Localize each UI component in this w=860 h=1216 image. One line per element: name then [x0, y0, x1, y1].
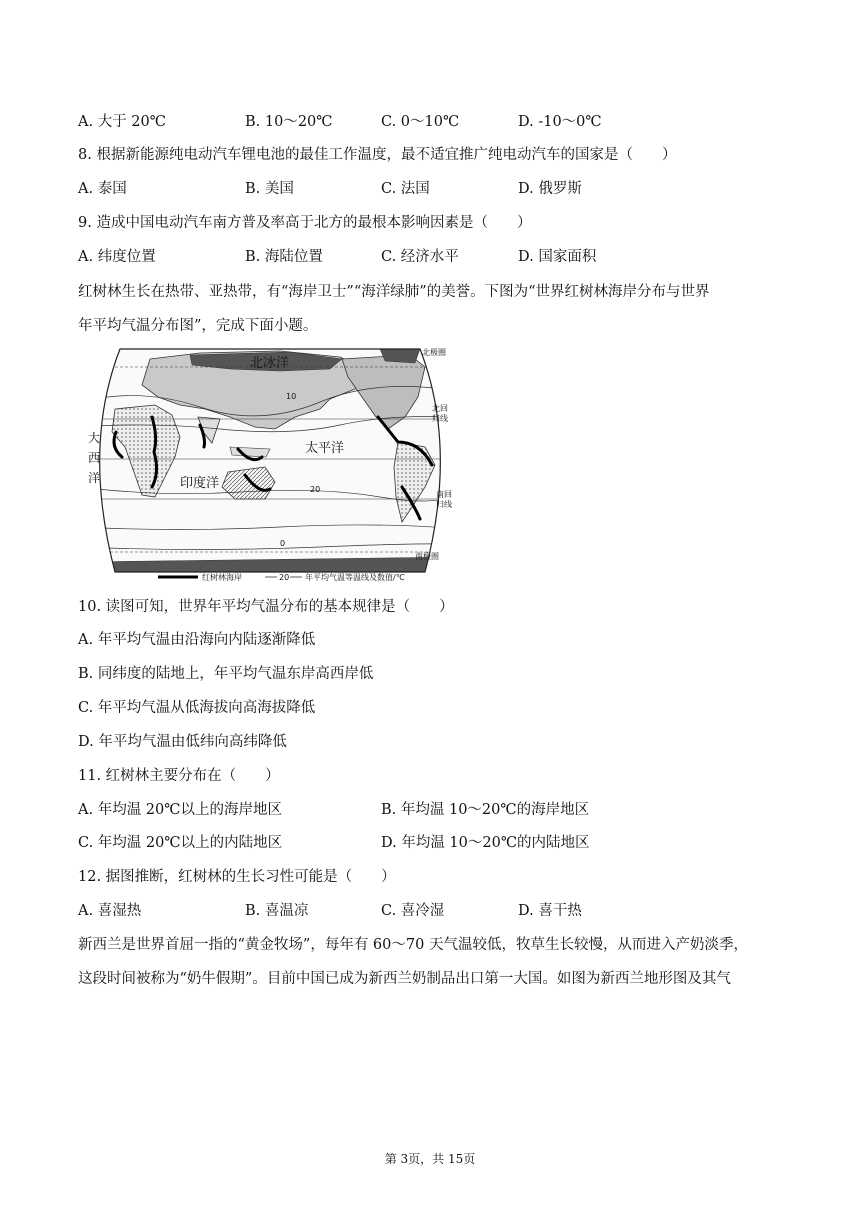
- q10-option-b: B. 同纬度的陆地上，年平均气温东岸高西岸低: [78, 666, 374, 682]
- q11-stem: 11. 红树林主要分布在（ ）: [78, 768, 280, 784]
- q11-option-a: A. 年均温 20℃以上的海岸地区: [78, 802, 282, 818]
- indian-ocean-label: 印度洋: [180, 476, 220, 491]
- q7-option-d: D. -10～0℃: [518, 114, 602, 130]
- nz-intro-line-2: 这段时间被称为“奶牛假期”。目前中国已成为新西兰奶制品出口第一大国。如图为新西兰地形图及其气: [78, 971, 731, 987]
- q12-option-d: D. 喜干热: [518, 903, 582, 919]
- q8-option-a: A. 泰国: [78, 181, 127, 197]
- page-footer: 第 3页，共 15页: [384, 1152, 476, 1166]
- q9-stem: 9. 造成中国电动汽车南方普及率高于北方的最根本影响因素是（ ）: [78, 215, 532, 231]
- q10-option-d: D. 年平均气温由低纬向高纬降低: [78, 734, 287, 750]
- q7-option-c: C. 0～10℃: [381, 114, 460, 130]
- q7-option-a: A. 大于 20℃: [78, 114, 166, 130]
- q9-option-c: C. 经济水平: [381, 249, 459, 265]
- nz-intro-line-1: 新西兰是世界首屈一指的“黄金牧场”，每年有 60～70 天气温较低，牧草生长较慢，从而进入产奶淡季，: [78, 937, 748, 953]
- legend-isotherm-label: 年平均气温等温线及数值/℃: [305, 573, 405, 582]
- pacific-ocean-label: 太平洋: [305, 441, 345, 456]
- antarctic-circle-label: 南极圈: [415, 552, 439, 561]
- australia-landmass: [222, 467, 275, 499]
- world-map-figure: [80, 347, 460, 585]
- tropic-cancer-label-1: 北回: [432, 404, 448, 413]
- q7-option-b: B. 10～20℃: [245, 114, 333, 130]
- q9-option-d: D. 国家面积: [518, 249, 597, 265]
- mangrove-intro-line-2: 年平均气温分布图”，完成下面小题。: [78, 318, 318, 334]
- atlantic-ocean-label-1: 大: [88, 431, 101, 445]
- q12-option-a: A. 喜湿热: [78, 903, 142, 919]
- q10-option-c: C. 年平均气温从低海拔向高海拔降低: [78, 700, 316, 716]
- indonesia-islands: [230, 447, 270, 457]
- tropic-capricorn-label-2: 归线: [436, 500, 452, 509]
- q12-option-b: B. 喜温凉: [245, 903, 309, 919]
- mangrove-intro-line-1: 红树林生长在热带、亚热带，有“海岸卫士”“海洋绿肺”的美誉。下图为“世界红树林海岸分布与世界: [78, 284, 710, 300]
- q8-option-b: B. 美国: [245, 181, 294, 197]
- atlantic-ocean-label-3: 洋: [88, 471, 101, 485]
- isotherm-0-label: 0: [280, 539, 286, 548]
- q8-stem: 8. 根据新能源纯电动汽车锂电池的最佳工作温度，最不适宜推广纯电动汽车的国家是（ ）: [78, 147, 677, 163]
- atlantic-ocean-label-2: 西: [88, 451, 101, 465]
- q12-option-c: C. 喜冷湿: [381, 903, 445, 919]
- isotherm-10-label: 10: [286, 392, 297, 401]
- arctic-circle-label: 北极圈: [422, 348, 446, 357]
- q9-option-b: B. 海陆位置: [245, 249, 323, 265]
- q11-option-b: B. 年均温 10～20℃的海岸地区: [381, 802, 590, 818]
- legend-isotherm-value: 20: [279, 573, 290, 582]
- q10-stem: 10. 读图可知，世界年平均气温分布的基本规律是（ ）: [78, 599, 454, 615]
- tropic-cancer-label-2: 归线: [432, 414, 448, 423]
- legend-mangrove-label: 红树林海岸: [202, 573, 242, 582]
- q10-option-a: A. 年平均气温由沿海向内陆逐渐降低: [78, 632, 316, 648]
- tropic-capricorn-label-1: 南回: [436, 490, 452, 499]
- isotherm-20-label: 20: [310, 485, 321, 494]
- q8-option-d: D. 俄罗斯: [518, 181, 582, 197]
- greenland: [380, 349, 420, 363]
- q11-option-d: D. 年均温 10～20℃的内陆地区: [381, 835, 590, 851]
- q8-option-c: C. 法国: [381, 181, 430, 197]
- arctic-ocean-label: 北冰洋: [250, 356, 290, 371]
- q12-stem: 12. 据图推断，红树林的生长习性可能是（ ）: [78, 869, 396, 885]
- q9-option-a: A. 纬度位置: [78, 249, 156, 265]
- q11-option-c: C. 年均温 20℃以上的内陆地区: [78, 835, 283, 851]
